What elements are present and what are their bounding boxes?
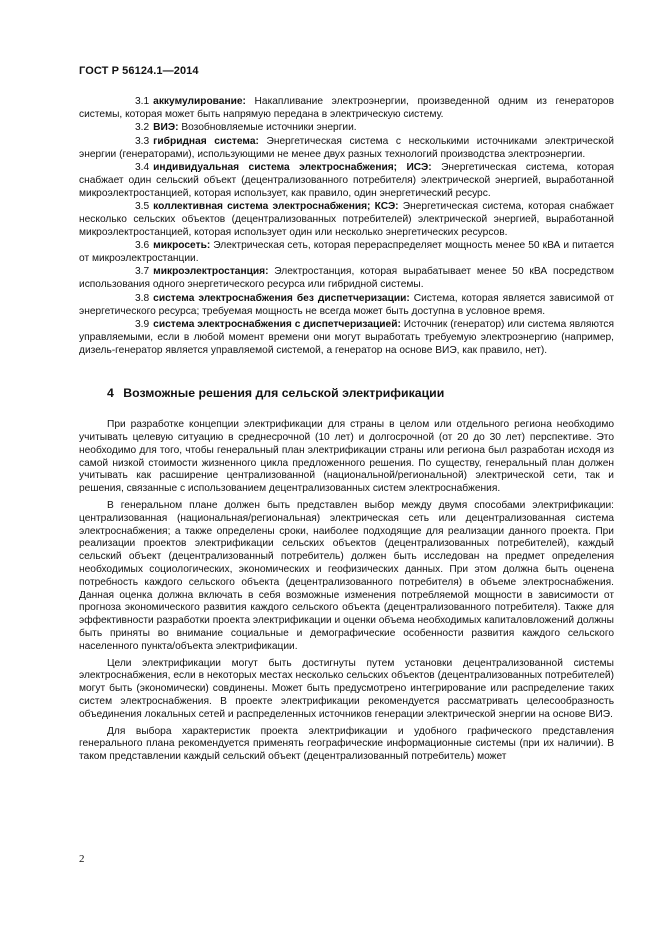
standard-header: ГОСТ Р 56124.1—2014 [79, 65, 199, 77]
definition-text: Электрическая сеть, которая перераспределяет мощность менее 50 кВА и питается от микроэлектростанции. [79, 240, 614, 264]
definition-number: 3.7 [135, 266, 150, 278]
section-body [79, 419, 614, 764]
definition-text: Энергетическая система, которая снабжает один сельский объект (децентрализованного потребителя) электрической энергией, выработанной микроэлектростанцией, которая использует, как правило, один энергетический ресурс. [79, 162, 614, 199]
paragraph: При разработке концепции электрификации для страны в целом или отдельного региона необходимо учитывать целевую ситуацию в среднесрочной (10 лет) и долгосрочной (от 20 до 30 лет) перспективе. Это необходимо для того, чтобы генеральный план электрификации страны или региона был разработан исходя из самой низкой стоимости жизненного цикла предложенного решения. По существу, генеральный план должен учитывать как расширение централизованной (национальной/региональной) электрической сети, так и решения, связанные с использованием децентрализованных систем электроснабжения. [79, 419, 614, 495]
definition-number: 3.1 [135, 96, 150, 107]
definition-item [79, 240, 614, 266]
definition-number: 3.8 [135, 292, 150, 304]
definition-item [79, 162, 614, 200]
content-area [79, 96, 614, 768]
section-number: 4 [107, 386, 114, 401]
definition-item [79, 266, 614, 292]
definition-item [79, 201, 614, 239]
definition-term: система электроснабжения без диспетчеризации: [153, 292, 410, 304]
definition-term: индивидуальная система электроснабжения; ИСЭ: [153, 162, 432, 174]
definition-text: Энергетическая система, которая снабжает несколько сельских объектов (децентрализованных потребителей) электрической энергией, выработанной микроэлектростанцией, которая использует один или несколько энергетических ресурсов. [79, 201, 614, 238]
definition-item [79, 319, 614, 357]
definition-number: 3.5 [135, 201, 150, 213]
definition-item [79, 293, 614, 319]
definition-number: 3.9 [135, 319, 150, 331]
definition-item [79, 122, 614, 135]
definition-number: 3.6 [135, 240, 150, 252]
section-heading [79, 387, 614, 400]
definition-text: Система, которая является зависимой от энергетического ресурса; требуемая мощность не всегда может быть доступна в условное время. [79, 292, 614, 317]
definition-text: Накапливание электроэнергии, произведенной одним из генераторов системы, которая может быть напрямую передана в электрическую систему. [79, 96, 614, 120]
definition-term: ВИЭ: [153, 122, 179, 134]
definition-term: микроэлектростанция: [153, 266, 269, 278]
definition-term: коллективная система электроснабжения; КСЭ: [153, 201, 399, 213]
definition-text: Энергетическая система с несколькими источниками электрической энергии (генераторами), использующими не менее двух разных технологий производства электроэнергии. [79, 135, 614, 160]
definition-text: Источник (генератор) или система являются управляемыми, если в любой момент времени они могут выработать требуемую электроэнергию (например, дизель-генератор является управляемой системой, а генератор на основе ВИЭ, как правило, нет). [79, 319, 614, 356]
definition-term: микросеть: [153, 240, 211, 252]
section-title: Возможные решения для сельской электрификации [123, 386, 445, 401]
definition-term: система электроснабжения с диспетчеризацией: [153, 319, 401, 331]
definition-term: аккумулирование: [153, 96, 246, 107]
paragraph: В генеральном плане должен быть представлен выбор между двумя способами электрификации: централизованная (национальная/региональная) электрическая сеть или децентрализованная система электроснабжения; а также определены сроки, наиболее подходящие для реализации данного проекта. При реализации проектов электрификации сельских объектов (децентрализованных потребителей), каждый сельский объект (децентрализованный потребитель) должен быть исследован на предмет определения необходимых социологических, экономических и геофизических данных. При этом должна быть оценена потребность каждого сельского объекта (децентрализованного потребителя) в объеме электроснабжения. Данная оценка должна включать в себя возможные изменения потребляемой мощности в зависимости от прогноза экономического развития каждого сельского объекта (децентрализованного потребителя). Также для эффективности разработки проекта электрификации и оценки объема необходимых капиталовложений должны быть приняты во внимание социальные и демографические особенности развития каждого сельского населенного пункта/объекта электрификации. [79, 500, 614, 652]
definition-text: Электростанция, которая вырабатывает менее 50 кВА посредством использования одного энергетического ресурса или гибридной системы. [79, 266, 614, 291]
paragraph: Цели электрификации могут быть достигнуты путем установки децентрализованной системы электроснабжения, если в некоторых местах несколько сельских объектов (децентрализованных потребителей) могут быть (экономически) совдинены. Может быть предусмотрено интегрирование или распределение таких систем электроснабжения. В проекте электрификации рекомендуется рассматривать целесообразность объединения локальных сетей и распределенных источников генерации электрической энергии на основе ВИЭ. [79, 657, 614, 720]
definition-text: Возобновляемые источники энергии. [178, 122, 357, 134]
definition-item [79, 96, 614, 122]
definition-number: 3.2 [135, 122, 150, 134]
definitions-list [79, 96, 614, 357]
definition-number: 3.3 [135, 135, 150, 147]
paragraph: Для выбора характеристик проекта электрификации и удобного графического представления генерального плана рекомендуется применять географические информационные системы (при их наличии). В таком представлении каждый сельский объект (децентрализованный потребитель) может [79, 725, 614, 763]
definition-number: 3.4 [135, 162, 150, 174]
page-number: 2 [79, 853, 85, 865]
definition-item [79, 136, 614, 162]
definition-term: гибридная система: [153, 135, 259, 147]
